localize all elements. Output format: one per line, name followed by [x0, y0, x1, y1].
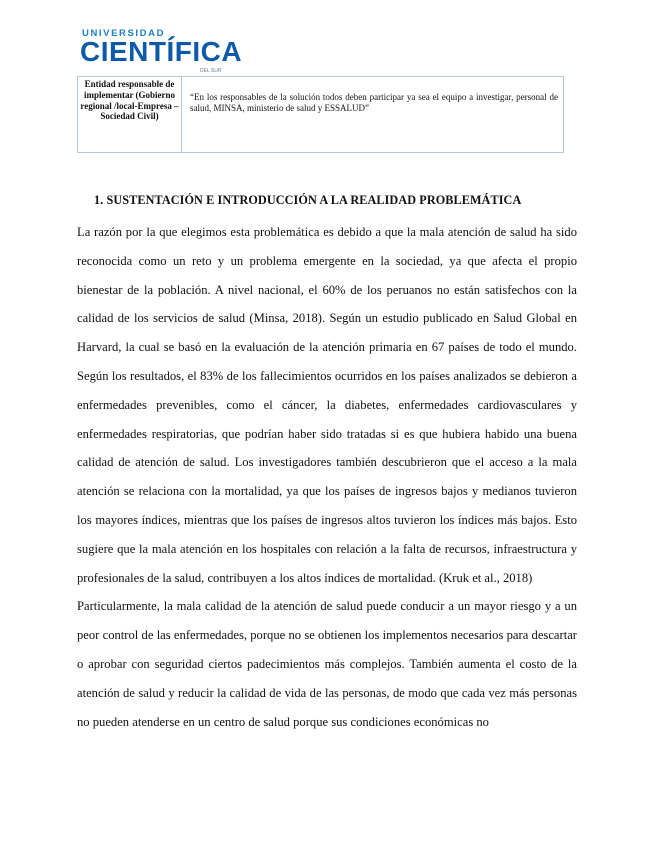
table-row — [78, 77, 564, 153]
logo-sub-text: DEL SUR — [200, 68, 222, 74]
logo-top-text: UNIVERSIDAD — [82, 28, 166, 39]
paragraph: Particularmente, la mala calidad de la atención de salud puede conducir a un mayor riesgo y a un peor control de las enfermedades, porque no se obtienen los implementos necesarios para descartar o aprobar con seguridad ciertos padecimientos más complejos. También aumenta el costo de la atención de salud y reducir la calidad de vida de las personas, de modo que cada vez más personas no pueden atenderse en un centro de salud porque sus condiciones económicas no — [77, 599, 577, 729]
body-text — [77, 218, 577, 736]
section-heading: 1. SUSTENTACIÓN E INTRODUCCIÓN A LA REALIDAD PROBLEMÁTICA — [94, 193, 522, 207]
paragraph: La razón por la que elegimos esta problemática es debido a que la mala atención de salud ha sido reconocida como un reto y un problema emergente en la sociedad, ya que afecta el propio bienestar de la población. A nivel nacional, el 60% de los peruanos no están satisfechos con la calidad de los servicios de salud (Minsa, 2018). Según un estudio publicado en Salud Global en Harvard, la cual se basó en la evaluación de la atención primaria en 67 países de todo el mundo. Según los resultados, el 83% de los fallecimientos ocurridos en los países analizados se debieron a enfermedades prevenibles, como el cáncer, la diabetes, enfermedades cardiovasculares y enfermedades respiratorias, que podrían haber sido tratadas si es que hubiera habido una buena calidad de atención de salud. Los investigadores también descubrieron que el acceso a la mala atención se relaciona con la mortalidad, ya que los países de ingresos bajos y medianos tuvieron los mayores índices, mientras que los países de ingresos altos tuvieron los índices más bajos. Esto sugiere que la mala atención en los hospitales con relación a la falta de recursos, infraestructura y profesionales de la salud, contribuyen a los altos índices de mortalidad. (Kruk et al., 2018) — [77, 225, 577, 585]
table-text-cell: “En los responsables de la solución todos deben participar ya sea el equipo a investigar, personal de salud, MINSA, ministerio de salud y ESSALUD” — [182, 77, 564, 153]
logo-main-text: CIENTÍFICA — [80, 36, 243, 67]
table-label-cell: Entidad responsable de implementar (Gobierno regional /local-Empresa – Sociedad Civil) — [78, 77, 182, 153]
responsible-entity-table — [77, 76, 564, 153]
university-logo — [80, 28, 243, 74]
